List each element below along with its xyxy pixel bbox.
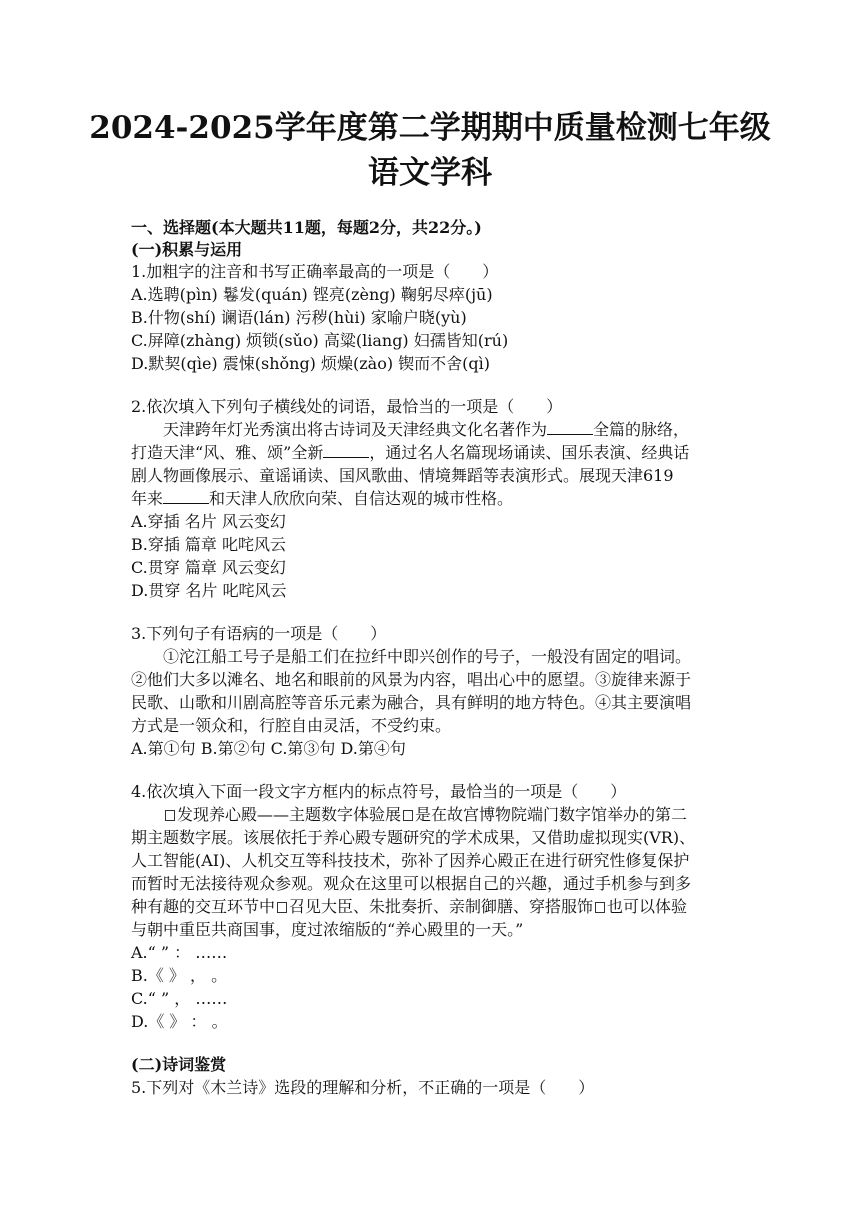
q2-passage-line2: 打造天津“风、雅、颂”全新 ，通过名人名篇现场诵读、国乐表演、经典话 bbox=[131, 443, 690, 462]
q4-passage-line3: 人工智能(AI)、人机交互等科技技术，弥补了因养心殿正在进行研究性修复保护 bbox=[131, 851, 690, 870]
q4-stem: 4.依次填入下面一段文字方框内的标点符号，最恰当的一项是（ ） bbox=[131, 782, 627, 801]
q2-passage-line3: 剧人物画像展示、童谣诵读、国风歌曲、情境舞蹈等表演形式。展现天津619 bbox=[131, 466, 674, 485]
part1-heading: (一)积累与运用 bbox=[131, 240, 243, 259]
q2-passage-line4: 年来 和天津人欣欣向荣、自信达观的城市性格。 bbox=[131, 489, 514, 508]
q4-option-b: B.《 》 ， 。 bbox=[131, 966, 228, 985]
q2-option-d: D.贯穿 名片 叱咤风云 bbox=[131, 581, 287, 600]
punctuation-box bbox=[403, 810, 413, 821]
punctuation-box bbox=[165, 810, 175, 821]
punctuation-box bbox=[595, 902, 605, 913]
q2-option-a: A.穿插 名片 风云变幻 bbox=[131, 512, 286, 531]
q1-stem: 1.加粗字的注音和书写正确率最高的一项是（ ） bbox=[131, 262, 499, 281]
q4-passage-line6: 与朝中重臣共商国事，度过浓缩版的“养心殿里的一天。” bbox=[131, 920, 524, 939]
q1-option-b: B.什物(shí) 谰语(lán) 污秽(hùi) 家喻户晓(yù) bbox=[131, 308, 467, 327]
q3-stem: 3.下列句子有语病的一项是（ ） bbox=[131, 624, 387, 643]
q4-option-c: C.“ ” ， …… bbox=[131, 989, 228, 1008]
q4-option-d: D.《 》 ： 。 bbox=[131, 1012, 228, 1031]
punctuation-box bbox=[277, 902, 287, 913]
fill-blank bbox=[163, 489, 209, 504]
q1-option-a: A.选聘(pìn) 鬈发(quán) 铿亮(zèng) 鞠躬尽瘁(jū) bbox=[131, 285, 493, 304]
q2-option-c: C.贯穿 篇章 风云变幻 bbox=[131, 558, 286, 577]
q5-stem: 5.下列对《木兰诗》选段的理解和分析，不正确的一项是（ ） bbox=[131, 1078, 595, 1097]
q4-option-a: A.“ ” ： …… bbox=[131, 943, 228, 962]
fill-blank bbox=[547, 420, 593, 435]
q4-passage-line4: 而暂时无法接待观众参观。观众在这里可以根据自己的兴趣，通过手机参与到多 bbox=[131, 874, 692, 893]
q3-options: A.第①句 B.第②句 C.第③句 D.第④句 bbox=[131, 739, 406, 758]
q4-passage-line2: 期主题数字展。该展依托于养心殿专题研究的学术成果，又借助虚拟现实(VR)、 bbox=[131, 828, 696, 847]
q3-passage-line4: 方式是一领众和，行腔自由灵活，不受约束。 bbox=[131, 716, 452, 735]
fill-blank bbox=[323, 443, 369, 458]
q2-stem: 2.依次填入下列句子横线处的词语，最恰当的一项是（ ） bbox=[131, 397, 563, 416]
page-title-line2: 语文学科 bbox=[368, 155, 492, 191]
q3-passage-line1: ①沱江船工号子是船工们在拉纤中即兴创作的号子，一般没有固定的唱词。 bbox=[163, 647, 692, 666]
part2-heading: (二)诗词鉴赏 bbox=[131, 1055, 227, 1074]
page-title-line1: 2024-2025学年度第二学期期中质量检测七年级 bbox=[89, 110, 771, 146]
q1-option-d: D.默契(qìe) 震悚(shǒng) 烦燥(zào) 锲而不舍(qì) bbox=[131, 354, 491, 373]
section1-heading: 一、选择题(本大题共11题，每题2分，共22分。) bbox=[131, 218, 482, 237]
q3-passage-line2: ②他们大多以滩名、地名和眼前的风景为内容，唱出心中的愿望。③旋律来源于 bbox=[131, 670, 692, 689]
q1-option-c: C.屏障(zhàng) 烦锁(sǔo) 高粱(liang) 妇孺皆知(rú) bbox=[131, 331, 509, 350]
q4-passage-line5: 种有趣的交互环节中 召见大臣、朱批奏折、亲制御膳、穿搭服饰 也可以体验 bbox=[131, 897, 688, 916]
q2-option-b: B.穿插 篇章 叱咤风云 bbox=[131, 535, 287, 554]
q2-passage-line1: 天津跨年灯光秀演出将古诗词及天津经典文化名著作为 全篇的脉络， bbox=[163, 420, 690, 439]
q4-passage-line1: 发现养心殿——主题数字体验展 是在故宫博物院端门数字馆举办的第二 bbox=[163, 804, 687, 826]
q3-passage-line3: 民歌、山歌和川剧高腔等音乐元素为融合，具有鲜明的地方特色。④其主要演唱 bbox=[131, 693, 692, 712]
